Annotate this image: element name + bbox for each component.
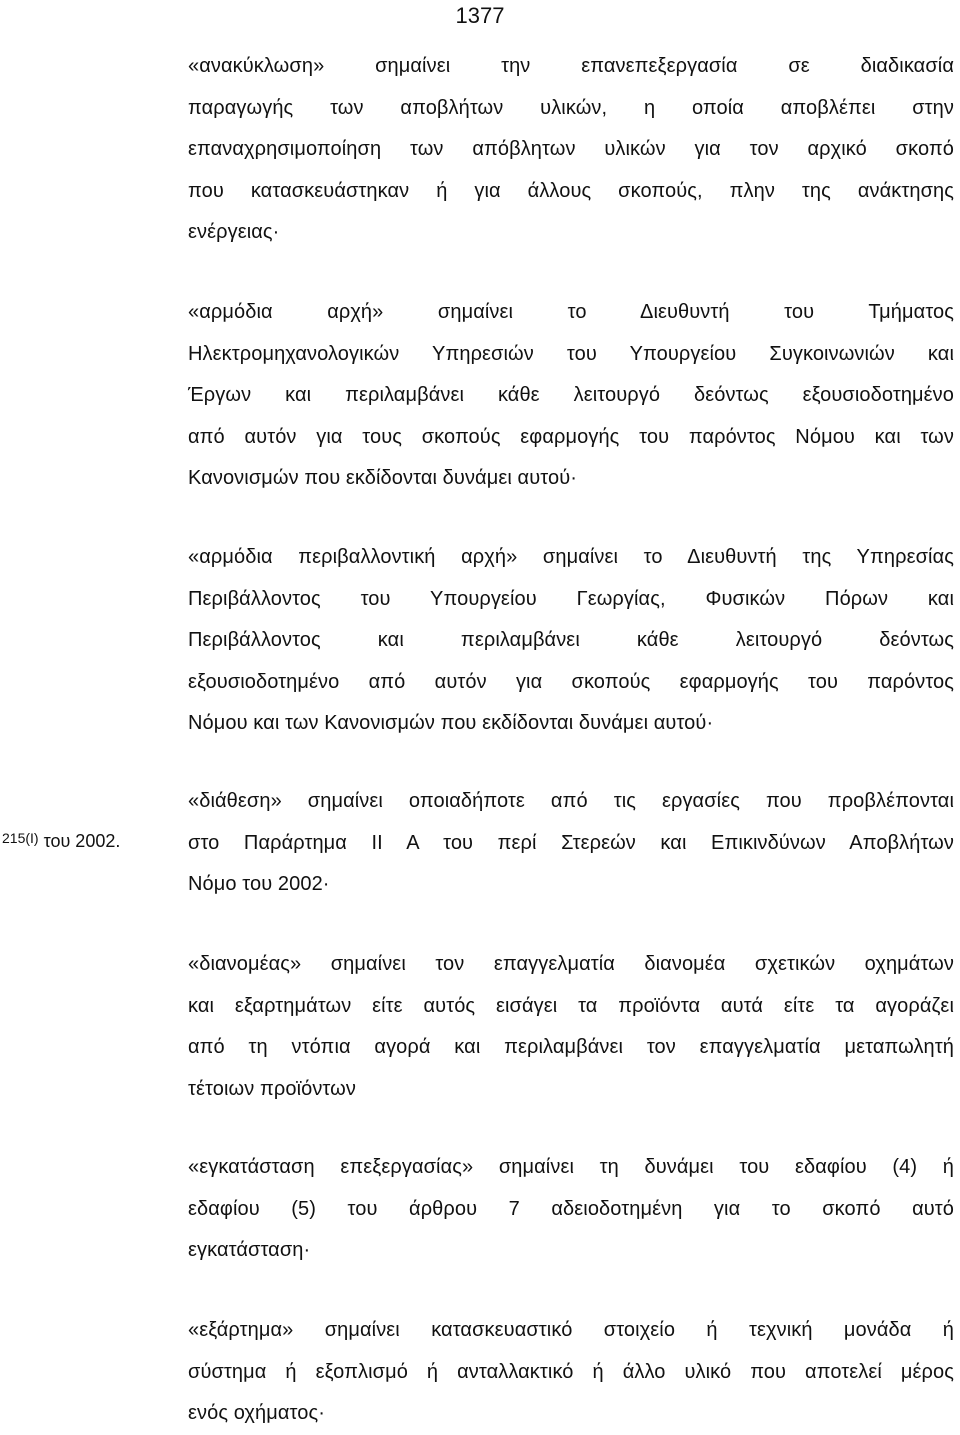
definition-line: που κατασκευάστηκαν ή για άλλους σκοπούς, πλην της ανάκτησης bbox=[188, 179, 954, 202]
definition-disposal bbox=[188, 781, 954, 906]
definition-line: επαναχρησιμοποίηση των απόβλητων υλικών για τον αρχικό σκοπό bbox=[188, 138, 954, 160]
definition-line: στο Παράρτημα ΙΙ Α του περί Στερεών και Επικινδύνων Αποβλήτων bbox=[188, 831, 954, 854]
margin-law-reference bbox=[2, 826, 120, 853]
definition-recycling bbox=[188, 46, 954, 254]
law-year: του 2002. bbox=[43, 831, 121, 851]
definition-line: Κανονισμών που εκδίδονται δυνάμει αυτού· bbox=[188, 467, 577, 489]
definition-line: τέτοιων προϊόντων bbox=[188, 1077, 356, 1100]
definition-line: και εξαρτημάτων είτε αυτός εισάγει τα προϊόντα αυτά είτε τα αγοράζει bbox=[188, 994, 954, 1017]
definition-line: «διανομέας» σημαίνει τον επαγγελματία διανομέα σχετικών οχημάτων bbox=[188, 953, 954, 975]
definition-line: ενός οχήματος· bbox=[188, 1402, 325, 1424]
definition-line: «εγκατάσταση επεξεργασίας» σημαίνει τη δυνάμει του εδαφίου (4) ή bbox=[188, 1156, 954, 1178]
definition-competent-authority bbox=[188, 292, 954, 500]
definition-line: εγκατάσταση· bbox=[188, 1239, 311, 1261]
definition-line: Έργων και περιλαμβάνει κάθε λειτουργό δεόντως εξουσιοδοτημένο bbox=[188, 384, 954, 406]
definition-line: Περιβάλλοντος του Υπουργείου Γεωργίας, Φυσικών Πόρων και bbox=[188, 587, 954, 610]
definition-line: εξουσιοδοτημένο από αυτόν για σκοπούς εφαρμογής του παρόντος bbox=[188, 670, 954, 693]
definition-line: «αρμόδια αρχή» σημαίνει το Διευθυντή του Τμήματος bbox=[188, 301, 954, 323]
definition-line: «διάθεση» σημαίνει οποιαδήποτε από τις εργασίες που προβλέπονται bbox=[188, 790, 954, 812]
definition-line: εδαφίου (5) του άρθρου 7 αδειοδοτημένη για το σκοπό αυτό bbox=[188, 1197, 954, 1220]
definition-line: από αυτόν για τους σκοπούς εφαρμογής του παρόντος Νόμου και των bbox=[188, 425, 954, 448]
definition-line: «ανακύκλωση» σημαίνει την επανεπεξεργασία σε διαδικασία bbox=[188, 55, 954, 77]
definition-line: ενέργειας· bbox=[188, 221, 280, 243]
definition-line: Περιβάλλοντος και περιλαμβάνει κάθε λειτουργό δεόντως bbox=[188, 629, 954, 651]
definition-treatment-facility bbox=[188, 1147, 954, 1272]
definition-line: σύστημα ή εξοπλισμό ή ανταλλακτικό ή άλλο υλικό που αποτελεί μέρος bbox=[188, 1360, 954, 1383]
definition-line: «αρμόδια περιβαλλοντική αρχή» σημαίνει το Διευθυντή της Υπηρεσίας bbox=[188, 546, 954, 568]
definition-competent-environmental-authority bbox=[188, 537, 954, 745]
definition-distributor bbox=[188, 944, 954, 1110]
definition-line: «εξάρτημα» σημαίνει κατασκευαστικό στοιχείο ή τεχνική μονάδα ή bbox=[188, 1319, 954, 1341]
definition-line: Ηλεκτρομηχανολογικών Υπηρεσιών του Υπουργείου Συγκοινωνιών και bbox=[188, 342, 954, 365]
definition-line: Νόμο του 2002· bbox=[188, 873, 330, 895]
law-number: 215(Ι) bbox=[2, 830, 39, 846]
definition-component bbox=[188, 1310, 954, 1435]
definition-line: Νόμου και των Κανονισμών που εκδίδονται δυνάμει αυτού· bbox=[188, 712, 714, 734]
page-number: 1377 bbox=[455, 3, 505, 28]
definition-line: παραγωγής των αποβλήτων υλικών, η οποία αποβλέπει στην bbox=[188, 96, 954, 119]
definition-line: από τη ντόπια αγορά και περιλαμβάνει τον επαγγελματία μεταπωλητή bbox=[188, 1036, 954, 1058]
